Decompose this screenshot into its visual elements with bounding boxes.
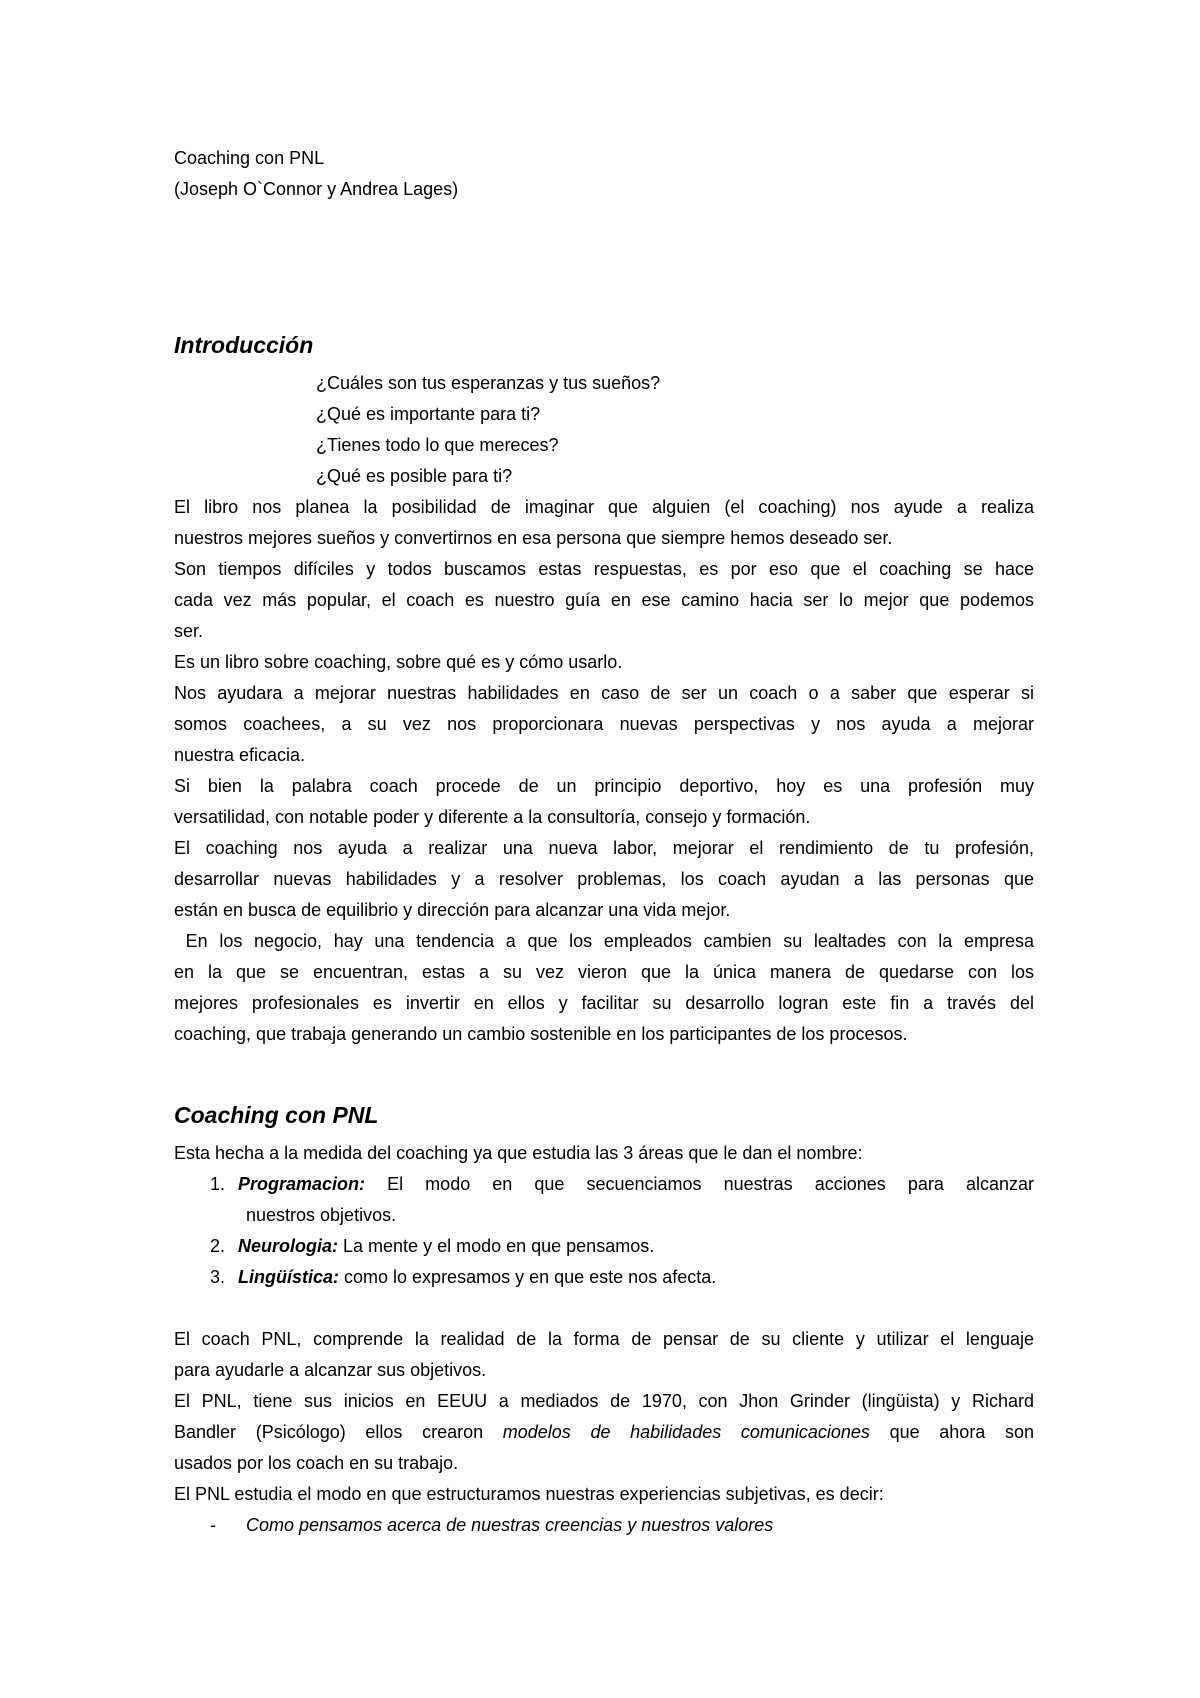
intro-line: En los negocio, hay una tendencia a que los empleados cambien su lealtades con la empresa <box>174 931 1034 951</box>
list-number: 2. <box>210 1236 226 1256</box>
bullet-text: Como pensamos acerca de nuestras creencias y nuestros valores <box>246 1515 774 1535</box>
pnl-list-item <box>210 1231 654 1262</box>
intro-line: somos coachees, a su vez nos proporcionara nuevas perspectivas y nos ayuda a mejorar <box>174 714 1034 734</box>
intro-question: ¿Cuáles son tus esperanzas y tus sueños? <box>316 373 661 393</box>
pnl-list-item <box>210 1169 1034 1200</box>
pnl-paragraph-line: para ayudarle a alcanzar sus objetivos. <box>174 1360 487 1380</box>
intro-heading: Introducción <box>174 332 314 358</box>
intro-line: cada vez más popular, el coach es nuestro guía en ese camino hacia ser lo mejor que podemos <box>174 590 1034 610</box>
paragraph-text: Bandler (Psicólogo) ellos crearon <box>174 1422 503 1442</box>
pnl-lead: Esta hecha a la medida del coaching ya que estudia las 3 áreas que le dan el nombre: <box>174 1143 863 1163</box>
doc-authors: (Joseph O`Connor y Andrea Lages) <box>174 179 459 199</box>
list-text: El modo en que secuenciamos nuestras acciones para alcanzar <box>365 1174 1034 1194</box>
intro-line: nuestros mejores sueños y convertirnos en esa persona que siempre hemos deseado ser. <box>174 528 893 548</box>
pnl-paragraph-line: El PNL, tiene sus inicios en EEUU a mediados de 1970, con Jhon Grinder (lingüista) y Richard <box>174 1391 1034 1411</box>
list-continuation: nuestros objetivos. <box>246 1205 397 1225</box>
intro-line: desarrollar nuevas habilidades y a resolver problemas, los coach ayudan a las personas que <box>174 869 1034 889</box>
intro-line: Son tiempos difíciles y todos buscamos estas respuestas, es por eso que el coaching se hace <box>174 559 1034 579</box>
intro-line: en la que se encuentran, estas a su vez vieron que la única manera de quedarse con los <box>174 962 1034 982</box>
pnl-list-item <box>210 1262 716 1293</box>
pnl-paragraph-line <box>174 1417 1034 1448</box>
list-term: Lingüística: <box>238 1267 340 1287</box>
list-term: Neurologia: <box>238 1236 339 1256</box>
intro-line: Es un libro sobre coaching, sobre qué es y cómo usarlo. <box>174 652 623 672</box>
intro-question: ¿Qué es importante para ti? <box>316 404 541 424</box>
doc-title: Coaching con PNL <box>174 148 325 168</box>
intro-line: ser. <box>174 621 204 641</box>
intro-line: versatilidad, con notable poder y diferente a la consultoría, consejo y formación. <box>174 807 811 827</box>
pnl-paragraph-line: usados por los coach en su trabajo. <box>174 1453 459 1473</box>
intro-line: mejores profesionales es invertir en ellos y facilitar su desarrollo logran este fin a través del <box>174 993 1034 1013</box>
intro-question: ¿Tienes todo lo que mereces? <box>316 435 559 455</box>
intro-line: coaching, que trabaja generando un cambio sostenible en los participantes de los procesos. <box>174 1024 908 1044</box>
pnl-paragraph-line: El PNL estudia el modo en que estructuramos nuestras experiencias subjetivas, es decir: <box>174 1484 884 1504</box>
intro-line: El coaching nos ayuda a realizar una nueva labor, mejorar el rendimiento de tu profesión, <box>174 838 1034 858</box>
intro-line: están en busca de equilibrio y dirección para alcanzar una vida mejor. <box>174 900 731 920</box>
intro-question: ¿Qué es posible para ti? <box>316 466 513 486</box>
bullet-mark: - <box>210 1515 216 1535</box>
pnl-heading: Coaching con PNL <box>174 1102 379 1128</box>
paragraph-text: que ahora son <box>869 1422 1034 1442</box>
intro-line: Nos ayudara a mejorar nuestras habilidades en caso de ser un coach o a saber que esperar si <box>174 683 1034 703</box>
list-text: La mente y el modo en que pensamos. <box>338 1236 655 1256</box>
intro-line: Si bien la palabra coach procede de un principio deportivo, hoy es una profesión muy <box>174 776 1034 796</box>
list-text: como lo expresamos y en que este nos afecta. <box>339 1267 717 1287</box>
intro-line: nuestra eficacia. <box>174 745 306 765</box>
paragraph-emphasis: modelos de habilidades comunicaciones <box>502 1422 870 1442</box>
list-number: 3. <box>210 1267 226 1287</box>
list-term: Programacion: <box>238 1174 366 1194</box>
list-number: 1. <box>210 1174 226 1194</box>
pnl-paragraph-line: El coach PNL, comprende la realidad de la forma de pensar de su cliente y utilizar el lenguaje <box>174 1329 1034 1349</box>
intro-line: El libro nos planea la posibilidad de imaginar que alguien (el coaching) nos ayude a realiza <box>174 497 1034 517</box>
